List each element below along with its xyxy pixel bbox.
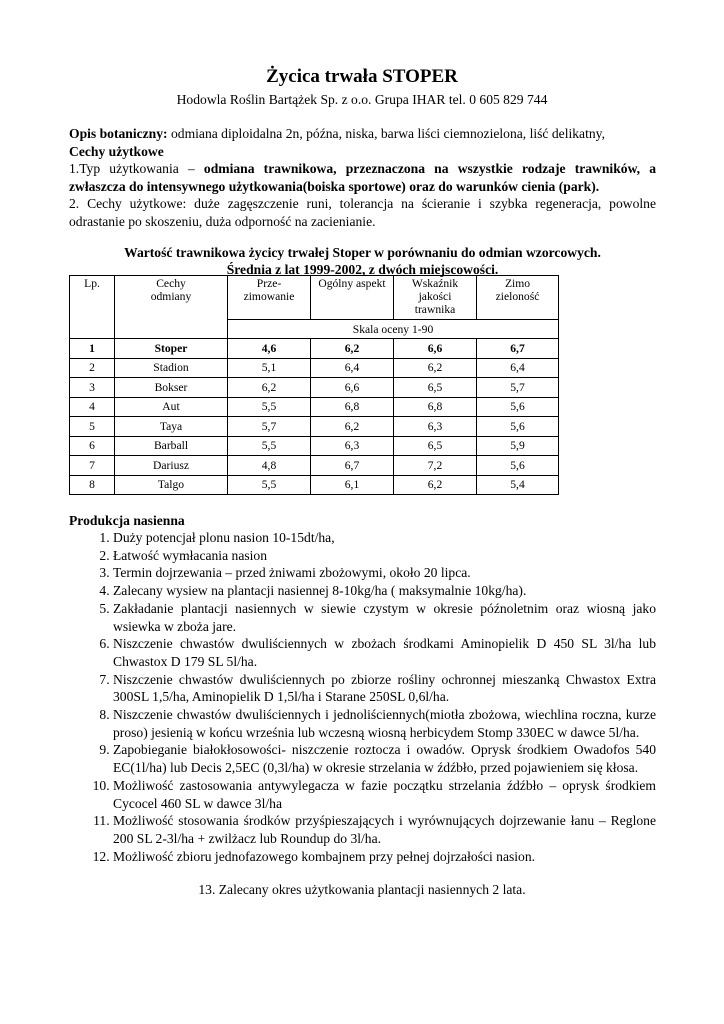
cell-zimozielonosc: 5,6 xyxy=(477,397,559,417)
header-wsk-line3: trawnika xyxy=(414,303,456,316)
table-caption-line-1: Wartość trawnikowa życicy trwałej Stoper w porównaniu do odmian wzorcowych. xyxy=(124,245,601,260)
production-last-item: 13. Zalecany okres użytkowania plantacji nasiennych 2 lata. xyxy=(198,882,526,897)
cell-wskaznik: 6,8 xyxy=(394,397,477,417)
cell-aspekt: 6,2 xyxy=(311,417,394,437)
cell-przezimowanie: 5,7 xyxy=(228,417,311,437)
cell-variety: Bokser xyxy=(115,378,228,398)
list-item: 7. Niszczenie chwastów dwuliściennych po zbiorze rośliny ochronnej mieszanką Chwastox Extra 300SL 1,5/ha, Aminopielik D 1,5l/ha i Starane 250SL 0,6l/ha. xyxy=(113,671,656,706)
table-row xyxy=(70,378,559,398)
cell-aspekt: 6,1 xyxy=(311,475,394,495)
cell-zimozielonosc: 5,9 xyxy=(477,436,559,456)
scale-label: Skala oceny 1-90 xyxy=(228,320,559,339)
list-item: 3. Termin dojrzewania – przed żniwami zbożowymi, około 20 lipca. xyxy=(113,564,656,582)
cell-przezimowanie: 5,5 xyxy=(228,397,311,417)
header-cechy xyxy=(115,276,228,339)
cell-przezimowanie: 5,5 xyxy=(228,475,311,495)
header-aspekt: Ogólny aspekt xyxy=(311,276,394,320)
cell-lp: 4 xyxy=(70,397,115,417)
cell-przezimowanie: 6,2 xyxy=(228,378,311,398)
header-wskaznik xyxy=(394,276,477,320)
header-lp: Lp. xyxy=(70,276,115,339)
document-title: Życica trwała STOPER xyxy=(266,66,458,87)
table-caption-line-2: Średnia z lat 1999-2002, z dwóch miejscowości. xyxy=(226,262,499,277)
cell-variety: Stadion xyxy=(115,358,228,378)
usage-point-1-bold: odmiana trawnikowa, przeznaczona na wszystkie rodzaje trawników, a zwłaszcza do intensywnego użytkowania(boiska sportowe) oraz do warunków cienia (park). xyxy=(69,161,657,194)
cell-variety: Aut xyxy=(115,397,228,417)
cell-lp: 5 xyxy=(70,417,115,437)
botanical-label: Opis botaniczny: xyxy=(69,126,168,141)
cell-wskaznik: 6,3 xyxy=(394,417,477,437)
cell-wskaznik: 6,5 xyxy=(394,378,477,398)
cell-variety: Talgo xyxy=(115,475,228,495)
cell-variety: Barball xyxy=(115,436,228,456)
table-header-row xyxy=(70,276,559,320)
document-subtitle: Hodowla Roślin Bartążek Sp. z o.o. Grupa IHAR tel. 0 605 829 744 xyxy=(176,92,548,107)
cell-zimozielonosc: 6,4 xyxy=(477,358,559,378)
header-zimo-line2: zieloność xyxy=(495,290,540,303)
cell-przezimowanie: 4,6 xyxy=(228,339,311,359)
cell-zimozielonosc: 6,7 xyxy=(477,339,559,359)
list-item: 5. Zakładanie plantacji nasiennych w siewie czystym w okresie późnoletnim oraz wiosną jako wsiewka w zboża jare. xyxy=(113,600,656,635)
list-item: 9. Zapobieganie białokłosowości- niszczenie roztocza i owadów. Oprysk środkiem Owadofos 540 EC(1l/ha) lub Decis 2,5EC (0,3l/ha) w okresie strzelania w źdźbło, przed pojawieniem się kłosa. xyxy=(113,741,656,776)
list-item: 10. Możliwość zastosowania antywylegacza w fazie początku strzelania źdźbło – oprysk środkiem Cycocel 460 SL w dawce 3l/ha xyxy=(113,777,656,812)
cell-wskaznik: 7,2 xyxy=(394,456,477,476)
header-cechy-line1: Cechy xyxy=(156,277,186,290)
list-item: 11. Możliwość stosowania środków przyśpieszających i wyrównujących dojrzewanie łanu – Reglone 200 SL 2-3l/ha + zwilżacz lub Roundup do 3l/ha. xyxy=(113,812,656,847)
cell-variety: Dariusz xyxy=(115,456,228,476)
list-item: 12. Możliwość zbioru jednofazowego kombajnem przy pełnej dojrzałości nasion. xyxy=(113,848,656,866)
cell-zimozielonosc: 5,7 xyxy=(477,378,559,398)
production-heading: Produkcja nasienna xyxy=(69,513,185,528)
header-przezimowanie xyxy=(228,276,311,320)
cell-aspekt: 6,6 xyxy=(311,378,394,398)
table-row xyxy=(70,358,559,378)
cell-lp: 1 xyxy=(70,339,115,359)
usage-point-1 xyxy=(69,160,656,195)
botanical-text: odmiana diploidalna 2n, późna, niska, barwa liści ciemnozielona, liść delikatny, xyxy=(167,126,605,141)
cell-lp: 3 xyxy=(70,378,115,398)
list-item: 4. Zalecany wysiew na plantacji nasiennej 8-10kg/ha ( maksymalnie 10kg/ha). xyxy=(113,582,656,600)
cell-lp: 2 xyxy=(70,358,115,378)
usage-point-1-prefix: 1.Typ użytkowania – xyxy=(69,161,204,177)
cell-variety: Stoper xyxy=(115,339,228,359)
cell-aspekt: 6,3 xyxy=(311,436,394,456)
header-wsk-line1: Wskaźnik xyxy=(411,277,459,290)
header-prze-line1: Prze- xyxy=(256,277,282,290)
cell-aspekt: 6,4 xyxy=(311,358,394,378)
list-item: 1. Duży potencjał plonu nasion 10-15dt/ha, xyxy=(113,529,656,547)
table-row xyxy=(70,397,559,417)
list-item: 2. Łatwość wymłacania nasion xyxy=(113,547,656,565)
cell-aspekt: 6,8 xyxy=(311,397,394,417)
cell-wskaznik: 6,6 xyxy=(394,339,477,359)
cell-wskaznik: 6,5 xyxy=(394,436,477,456)
cell-przezimowanie: 5,5 xyxy=(228,436,311,456)
comparison-table xyxy=(69,275,559,495)
cell-zimozielonosc: 5,6 xyxy=(477,417,559,437)
table-row xyxy=(70,339,559,359)
table-row xyxy=(70,436,559,456)
usage-point-2: 2. Cechy użytkowe: duże zagęszczenie runi, tolerancja na ścieranie i szybka regeneracja, powolne odrastanie po skoszeniu, duża odporność na zacienianie. xyxy=(69,196,656,229)
table-row xyxy=(70,475,559,495)
cell-przezimowanie: 5,1 xyxy=(228,358,311,378)
cell-zimozielonosc: 5,4 xyxy=(477,475,559,495)
header-cechy-line2: odmiany xyxy=(150,290,192,303)
list-item: 8. Niszczenie chwastów dwuliściennych i jednoliściennych(miotła zbożowa, wiechlina roczna, kurze proso) jesienią w końcu września lub wczesną wiosną herbicydem Stomp 330EC w dawce 5l/ha. xyxy=(113,706,656,741)
cell-aspekt: 6,7 xyxy=(311,456,394,476)
header-zimo-line1: Zimo xyxy=(504,277,531,290)
botanical-description xyxy=(69,125,656,143)
cell-przezimowanie: 4,8 xyxy=(228,456,311,476)
table-caption xyxy=(69,244,656,278)
cell-aspekt: 6,2 xyxy=(311,339,394,359)
cell-variety: Taya xyxy=(115,417,228,437)
header-prze-line2: zimowanie xyxy=(243,290,295,303)
production-list xyxy=(69,529,656,865)
cell-lp: 6 xyxy=(70,436,115,456)
cell-lp: 8 xyxy=(70,475,115,495)
list-item: 6. Niszczenie chwastów dwuliściennych w zbożach środkami Aminopielik D 450 SL 3l/ha lub Chwastox D 179 SL 5l/ha. xyxy=(113,635,656,670)
table-row xyxy=(70,456,559,476)
table-row xyxy=(70,417,559,437)
description-block xyxy=(69,125,656,231)
cell-zimozielonosc: 5,6 xyxy=(477,456,559,476)
cell-wskaznik: 6,2 xyxy=(394,475,477,495)
usage-heading: Cechy użytkowe xyxy=(69,143,164,159)
cell-lp: 7 xyxy=(70,456,115,476)
cell-wskaznik: 6,2 xyxy=(394,358,477,378)
header-wsk-line2: jakości xyxy=(418,290,452,303)
header-zimozielonosc xyxy=(477,276,559,320)
